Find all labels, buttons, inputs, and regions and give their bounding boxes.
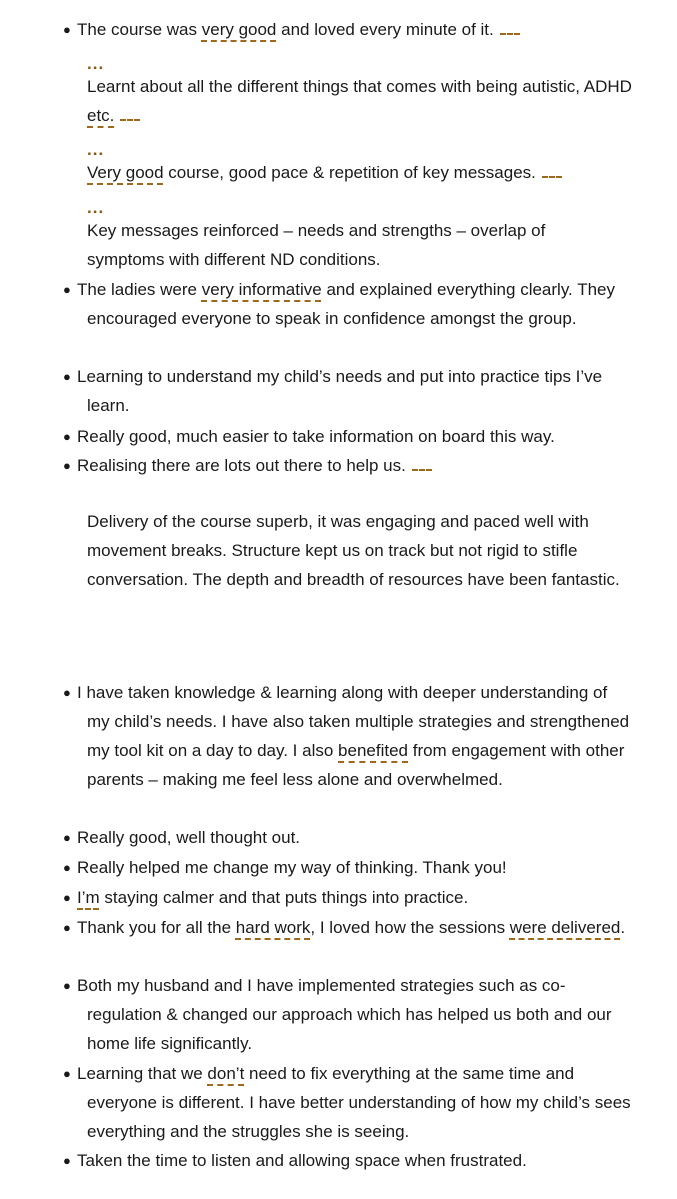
spellcheck-flag: hard work xyxy=(235,918,311,937)
text: staying calmer and that puts things into practice. xyxy=(99,888,469,907)
feedback-item-12 xyxy=(63,1059,633,1146)
feedback-item-2 xyxy=(63,275,633,333)
text: Both my husband and I have implemented strategies such as co-regulation & changed our approach which has helped us both and our home life significantly. xyxy=(77,976,612,1053)
text: Really good, well thought out. xyxy=(77,828,301,847)
bullet-icon: ● xyxy=(63,369,71,384)
feedback-item-10 xyxy=(63,913,633,942)
grammar-flag-mark xyxy=(542,173,562,178)
feedback-item-6 xyxy=(63,678,633,794)
bullet-icon: ● xyxy=(63,685,71,700)
feedback-item-3 xyxy=(63,362,633,420)
bullet-icon: ● xyxy=(63,429,71,444)
text: Learning that we xyxy=(77,1064,208,1083)
spellcheck-flag: very informative xyxy=(201,280,322,299)
text: I have taken knowledge & learning along with deeper understanding of my child’s needs. I have also taken multiple strategies and strengthened my tool kit on a day to day. I also xyxy=(77,683,630,760)
text: need to fix everything at the same time and everyone is different. I have better understanding of how my child’s sees everything and the struggles she is seeing. xyxy=(87,1064,631,1141)
feedback-paragraph-3: Key messages reinforced – needs and strengths – overlap of symptoms with different ND conditions. xyxy=(87,221,546,269)
spellcheck-flag: Very good xyxy=(87,163,164,182)
spellcheck-flag: were delivered xyxy=(509,918,621,937)
ellipsis-marker: ... xyxy=(87,54,105,73)
grammar-flag-mark xyxy=(120,116,140,121)
feedback-item-5 xyxy=(63,451,633,480)
bullet-icon: ● xyxy=(63,458,71,473)
text: . xyxy=(620,918,626,937)
bullet-icon: ● xyxy=(63,282,71,297)
bullet-icon: ● xyxy=(63,860,71,875)
feedback-item-1 xyxy=(63,15,633,44)
ellipsis-marker: ... xyxy=(87,198,105,217)
spellcheck-flag: etc. xyxy=(87,106,115,125)
bullet-icon: ● xyxy=(63,890,71,905)
text: Learning to understand my child’s needs and put into practice tips I’ve learn. xyxy=(77,367,603,415)
text: The course was xyxy=(77,20,202,39)
feedback-item-8 xyxy=(63,853,633,882)
text: , I loved how the sessions xyxy=(310,918,510,937)
text: Really helped me change my way of thinking. Thank you! xyxy=(77,858,507,877)
spellcheck-flag: very good xyxy=(201,20,277,39)
text: Really good, much easier to take information on board this way. xyxy=(77,427,555,446)
feedback-paragraph-4: Delivery of the course superb, it was engaging and paced well with movement breaks. Structure kept us on track but not rigid to stifle conversation. The depth and breadth of resources have been fantastic. xyxy=(87,512,620,589)
spellcheck-flag: benefited xyxy=(338,741,408,760)
grammar-flag-mark xyxy=(500,30,520,35)
grammar-flag-mark xyxy=(412,466,432,471)
feedback-item-13 xyxy=(63,1146,633,1175)
bullet-icon: ● xyxy=(63,1066,71,1081)
text: course, good pace & repetition of key messages. xyxy=(163,163,536,182)
text: and loved every minute of it. xyxy=(276,20,494,39)
spellcheck-flag: I’m xyxy=(77,888,100,907)
ellipsis-marker: ... xyxy=(87,140,105,159)
spellcheck-flag: don’t xyxy=(207,1064,245,1083)
text: and explained everything clearly. They encouraged everyone to speak in confidence amongst the group. xyxy=(87,280,615,328)
feedback-item-7 xyxy=(63,823,633,852)
text: Learnt about all the different things that comes with being autistic, ADHD xyxy=(87,77,632,96)
text: Thank you for all the xyxy=(77,918,236,937)
feedback-item-11 xyxy=(63,971,633,1058)
feedback-item-4 xyxy=(63,422,633,451)
bullet-icon: ● xyxy=(63,920,71,935)
text: Taken the time to listen and allowing space when frustrated. xyxy=(77,1151,527,1170)
text: Realising there are lots out there to help us. xyxy=(77,456,406,475)
feedback-item-9 xyxy=(63,883,633,912)
bullet-icon: ● xyxy=(63,978,71,993)
bullet-icon: ● xyxy=(63,22,71,37)
text: from engagement with other parents – making me feel less alone and overwhelmed. xyxy=(87,741,625,789)
bullet-icon: ● xyxy=(63,1153,71,1168)
bullet-icon: ● xyxy=(63,830,71,845)
feedback-paragraph-2 xyxy=(87,158,647,187)
text: The ladies were xyxy=(77,280,202,299)
feedback-paragraph-1 xyxy=(87,72,637,130)
